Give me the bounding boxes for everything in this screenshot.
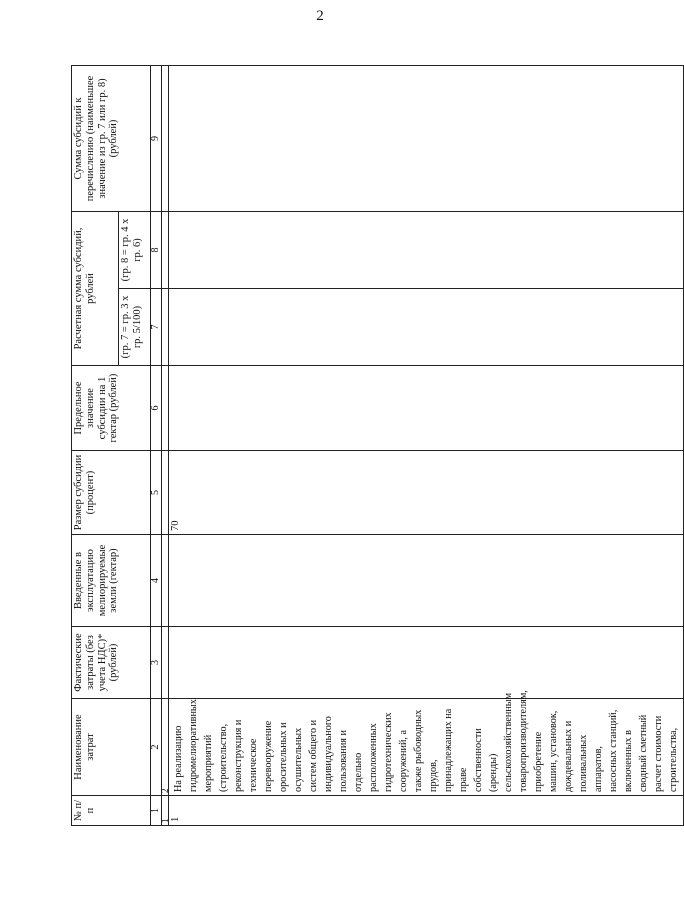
row-area xyxy=(169,535,684,627)
row-description: На реализацию гидромелиоративных мероприятий (строительство, реконструкция и техническое перевооружение оросительных и осушительных систем общего и индивидуального пользования и отдельно расположенных гидротехнических сооружений, а также рыбоводных прудов, принадлежащих на праве собственности (аренды) сельскохозяйственным товаропроизводителям, приобретение машин, установок, дождевальных и поливальных аппаратов, насосных станций, включенных в сводный сметный расчет стоимости строительства, xyxy=(169,699,684,796)
col-number: 5 xyxy=(151,451,162,535)
row-rate: 70 xyxy=(169,451,684,535)
subheader-row xyxy=(162,65,169,825)
row-total xyxy=(169,65,684,211)
header-rate: Размер субсидии (процент) xyxy=(72,451,151,535)
header-calc-col8: (гр. 8 = гр. 4 х гр. 6) xyxy=(119,211,151,288)
header-num: № п/п xyxy=(72,796,151,826)
table-row xyxy=(169,65,684,825)
col-number: 4 xyxy=(151,535,162,627)
col-number: 2 xyxy=(151,699,162,796)
header-name: Наименование затрат xyxy=(72,699,151,796)
subsidy-calculation-table-rotated xyxy=(71,66,679,826)
header-calc-group: Расчетная сумма субсидий, рублей xyxy=(72,211,119,365)
header-limit: Предельное значение субсидии на 1 гектар (рублей) xyxy=(72,366,151,451)
col-number: 3 xyxy=(151,627,162,699)
row-limit xyxy=(169,366,684,451)
subsidy-calculation-table xyxy=(71,65,684,826)
header-area: Введенные в эксплуатацию мелиорируемые земли (гектар) xyxy=(72,535,151,627)
col-number: 8 xyxy=(151,211,162,288)
column-number-row xyxy=(151,65,162,825)
col-number: 1 xyxy=(151,796,162,826)
header-calc-col7: (гр. 7 = гр. 3 х гр. 5/100) xyxy=(119,289,151,366)
col-number: 9 xyxy=(151,65,162,211)
row-actual-costs xyxy=(169,627,684,699)
subheader-num: 1 xyxy=(162,796,169,826)
subheader-name: 2 xyxy=(162,699,169,796)
row-calc8 xyxy=(169,211,684,288)
col-number: 7 xyxy=(151,289,162,366)
header-actual-costs: Фактические затраты (без учета НДС)* (рублей) xyxy=(72,627,151,699)
row-num: 1 xyxy=(169,796,684,826)
col-number: 6 xyxy=(151,366,162,451)
header-total: Сумма субсидий к перечислению (наименьшее значение из гр. 7 или гр. 8) (рублей) xyxy=(72,65,151,211)
page-number: 2 xyxy=(316,8,324,24)
row-calc7 xyxy=(169,289,684,366)
